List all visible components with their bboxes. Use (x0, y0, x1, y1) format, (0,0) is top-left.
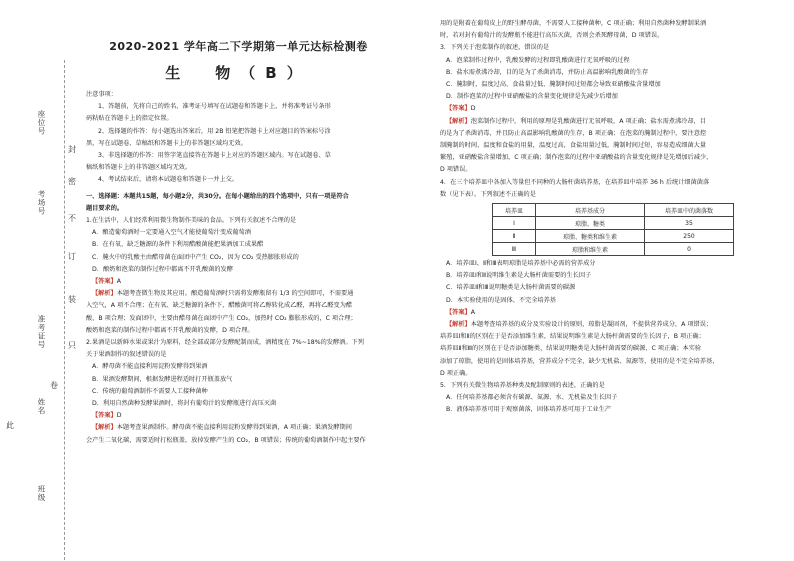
table-row (493, 243, 734, 256)
analysis-text: 本题考查培养基的成分及实验设计的原则，琼脂是凝固剂，不提供营养成分，A 项错误； (470, 321, 713, 329)
option-d: D．酿奶和泡菜的制作过程中都离不开乳酸菌的发酵 (92, 265, 233, 273)
table-header: 培养皿中的菌落数 (645, 204, 734, 217)
option-c: C．腌制时，温度过高、食盐量过低、腌制时间过短都会导致亚硝酸盐含量增加 (446, 81, 661, 89)
binding-label-exam-id: 准考证号 (37, 315, 46, 349)
culture-table (492, 203, 734, 256)
analysis-text: 本题考查果酒制作。酵母菌不能直接利用淀粉发酵得到果酒，A 项正确；果酒发酵期间 (116, 424, 352, 432)
binding-label-seat: 座位号 (37, 110, 46, 136)
right-column (440, 18, 770, 417)
analysis-text: 酸奶和泡菜的制作过程中都离不开乳酸菌的发酵，D 项合理。 (86, 326, 254, 334)
option-c: C．腌火中的乳酸主由醋母菌在面团中产生 CO₂，因为 CO₂ 受热膨胀形成的 (92, 253, 299, 261)
notice-line: 1、答题前，先将自己的姓名、准考证号填写在试题卷和答题卡上，并将准考证号条形 (98, 103, 331, 111)
answer-value: A (116, 278, 121, 286)
section-heading: 一、选择题：本题共15题，每小题2分，共30分。在每小题给出的四个选项中，只有一项是符合 (86, 192, 349, 200)
exam-subject: 生 物（B） (165, 64, 312, 82)
table-cell: 0 (645, 243, 734, 256)
table-cell: 250 (645, 230, 734, 243)
table-cell: Ⅱ (493, 230, 536, 243)
analysis-label: 【解析】 (92, 290, 117, 298)
option-a: A．培养皿Ⅰ、Ⅱ和Ⅲ表明琼脂是培养基中必需的营养成分 (446, 260, 596, 268)
option-b: B．在有氧、缺乏糖源的条件下利用醋酸菌能把果酒加工成果醋 (92, 241, 264, 249)
analysis-text: 培养皿Ⅰ和Ⅱ的区别在于是否添加维生素，结果说明维生素是大肠杆菌需要的生长因子，B 项正确； (440, 333, 705, 341)
table-cell: Ⅰ (493, 217, 536, 230)
seal-char: 封 (68, 145, 76, 154)
question-stem: 1.在生活中，人们经常利用微生物制作美味的食品。下列有关叙述不合理的是 (86, 217, 297, 225)
seal-char: 卷 (50, 381, 58, 390)
analysis-text: 培养皿Ⅱ和Ⅲ的区别在于是否添加糖类，结果说明糖类是大肠杆菌需要的碳源，C 项正确；本实验 (440, 345, 702, 353)
question-stem: 数（见下表）。下列叙述不正确的是 (440, 190, 536, 198)
answer-value: D (470, 105, 476, 113)
analysis-label: 【解析】 (92, 424, 117, 432)
option-b: B．果酒发酵期间，根据发酵进程适时打开瓶盖放气 (92, 375, 233, 383)
analysis-text: 制腌制的时间、温度和食盐的用量，温度过高，食盐用量过低，腌制时间过短，容易造成细菌大量 (440, 142, 707, 150)
exam-title: 2020-2021 学年高二下学期第一单元达标检测卷 (109, 40, 368, 53)
notice-line: 稿纸和答题卡上的非答题区域均无效。 (86, 164, 192, 172)
answer-value: A (470, 308, 475, 316)
analysis-text: 繁殖，亚硝酸盐含量增加，C 项正确；制作泡菜的过程中亚硝酸盐的含量变化规律是先增加后减少， (440, 154, 713, 162)
option-d: D．制作泡菜的过程中亚硝酸盐的含量变化规律是先减少后增加 (446, 93, 618, 101)
option-b: B．液体培养基可用于观察菌落，固体培养基可用于工业生产 (446, 406, 612, 414)
answer-label: 【答案】 (446, 308, 471, 316)
section-heading: 题目要求的。 (86, 204, 124, 212)
notice-heading: 注意事项： (86, 91, 117, 98)
notice-line: 4、考试结束后，请将本试题卷和答题卡一并上交。 (98, 176, 239, 184)
seal-char: 不 (68, 214, 76, 223)
analysis-text: 时，若对封有葡萄汁的发酵瓶不能进行高压灭菌，否则会杀死酵母菌，D 项错误。 (440, 32, 664, 40)
table-cell: 琼脂、糖类 (536, 217, 645, 230)
table-row (493, 217, 734, 230)
question-stem: 5．下列有关微生物培养基种类及配制原则的表述，正确的是 (440, 382, 605, 390)
notice-line: 码粘贴在答题卡上的指定位置。 (86, 115, 173, 123)
seal-char: 订 (68, 252, 76, 261)
answer-label: 【答案】 (92, 278, 117, 286)
binding-label-name: 姓名 (37, 398, 46, 415)
analysis-text: D 项正确。 (440, 369, 472, 377)
analysis-text: 添加了琼脂，使用的是固体培养基，营养成分不完全，缺少无机盐、氮源等，使用的是不完全培养基， (440, 357, 719, 365)
option-c: C．传统的葡萄酒制作不需要人工接种菌种 (92, 387, 208, 395)
seal-char: 只 (68, 341, 76, 350)
notice-line: 黑，写在试题卷、草稿纸和答题卡上的非答题区域均无效。 (86, 139, 247, 147)
binding-strip (6, 60, 76, 560)
option-c: C．培养皿Ⅱ和Ⅲ说明糖类是大肠杆菌需要的碳源 (446, 284, 576, 292)
question-stem: 4．在三个培养皿中各加入等量但不同种的大肠杆菌培养基，在培养皿中培养 36 h 后统计细菌菌落 (440, 178, 710, 186)
table-cell: 35 (645, 217, 734, 230)
analysis-text: 本题考查微生物及其应用。酿造葡萄酒时只需将发酵瓶留有 1/3 的空间即可，不需要通 (116, 290, 354, 298)
analysis-text: D 项错误。 (440, 166, 472, 174)
question-stem: 3．下列关于泡菜制作的叙述，错误的是 (440, 44, 550, 52)
analysis-text: 酸，B 项合理；发面团中，主要由醋母菌在面团中产生 CO₂，加热时 CO₂ 膨胀形成的，C 项合理； (86, 314, 357, 322)
option-a: A．酵母菌不能直接利用淀粉发酵得到果酒 (92, 363, 208, 371)
seal-char: 装 (68, 295, 76, 304)
left-column (86, 20, 391, 447)
seal-char: 密 (68, 177, 76, 186)
answer-label: 【答案】 (446, 105, 471, 113)
seal-char: 此 (6, 421, 14, 430)
binding-label-class: 班级 (37, 485, 46, 502)
option-b: B．盐水需煮沸冷却，目的是为了杀菌消毒，并防止高温影响乳酸菌的生存 (446, 68, 649, 76)
notice-line: 2、选择题的作答：每小题选出答案后，用 2B 铅笔把答题卡上对应题目的答案标号涂 (98, 127, 331, 135)
analysis-text: 的是为了杀菌消毒，并且防止高温影响乳酸菌的生存，B 项正确；在泡菜的腌制过程中，要注意控 (440, 129, 707, 137)
analysis-text: 用的是附着在葡萄皮上的野生酵母菌，不需要人工接种菌种，C 项正确；利用自然菌种发酵制果酒 (440, 20, 707, 27)
table-header: 培养皿 (493, 204, 536, 217)
notice-line: 3、非选择题的作答：用签字笔直接答在答题卡上对应的答题区域内。写在试题卷、草 (98, 152, 331, 160)
answer-value: D (116, 412, 122, 420)
table-header-row (493, 204, 734, 217)
option-d: D．本实验使用的是固体、不完全培养基 (446, 296, 556, 304)
option-d: D．利用自然菌种发酵果酒时，将封有葡萄汁的发酵瓶进行高压灭菌 (92, 400, 277, 408)
option-a: A．泡菜制作过程中，乳酸发酵的过程即乳酸菌进行无氧呼吸的过程 (446, 56, 630, 64)
option-a: A．酿造葡萄酒时一定要通入空气才能使葡萄汁变成葡萄酒 (92, 229, 251, 237)
analysis-label: 【解析】 (446, 321, 471, 329)
binding-label-room: 考场号 (37, 190, 46, 216)
option-a: A．任何培养基都必须含有碳源、氮源、水、无机盐及生长因子 (446, 394, 618, 402)
analysis-text: 泡菜制作过程中，利用的原理是乳酸菌进行无氧呼吸，A 项正确；盐水需煮沸冷却，目 (470, 117, 706, 125)
analysis-text: 会产生二氧化碳，需要适时打松瓶盖，放掉发酵产生的 CO₂，B 项错误；传统的葡萄酒制作中起主要作 (86, 436, 366, 444)
answer-label: 【答案】 (92, 412, 117, 420)
table-cell: 琼脂和维生素 (536, 243, 645, 256)
question-stem: 关于果酒制作的叙述错误的是 (86, 351, 167, 359)
table-cell: 琼脂、糖类和维生素 (536, 230, 645, 243)
option-b: B．培养皿Ⅰ和Ⅱ说明维生素是大肠杆菌需要的生长因子 (446, 272, 592, 280)
table-header: 培养基成分 (536, 204, 645, 217)
analysis-label: 【解析】 (446, 117, 471, 125)
analysis-text: 入空气，A 项不合理；在有氧、缺乏糖源的条件下，醋酸菌可将乙醇转化成乙醛，再将乙醛变为醋 (86, 302, 353, 310)
table-row (493, 230, 734, 243)
question-stem: 2.果酒是以新鲜水果或果汁为原料，经全部或部分发酵配制而成，酒精度在 7%~18%的发酵酒。下列 (86, 339, 364, 347)
table-cell: Ⅲ (493, 243, 536, 256)
